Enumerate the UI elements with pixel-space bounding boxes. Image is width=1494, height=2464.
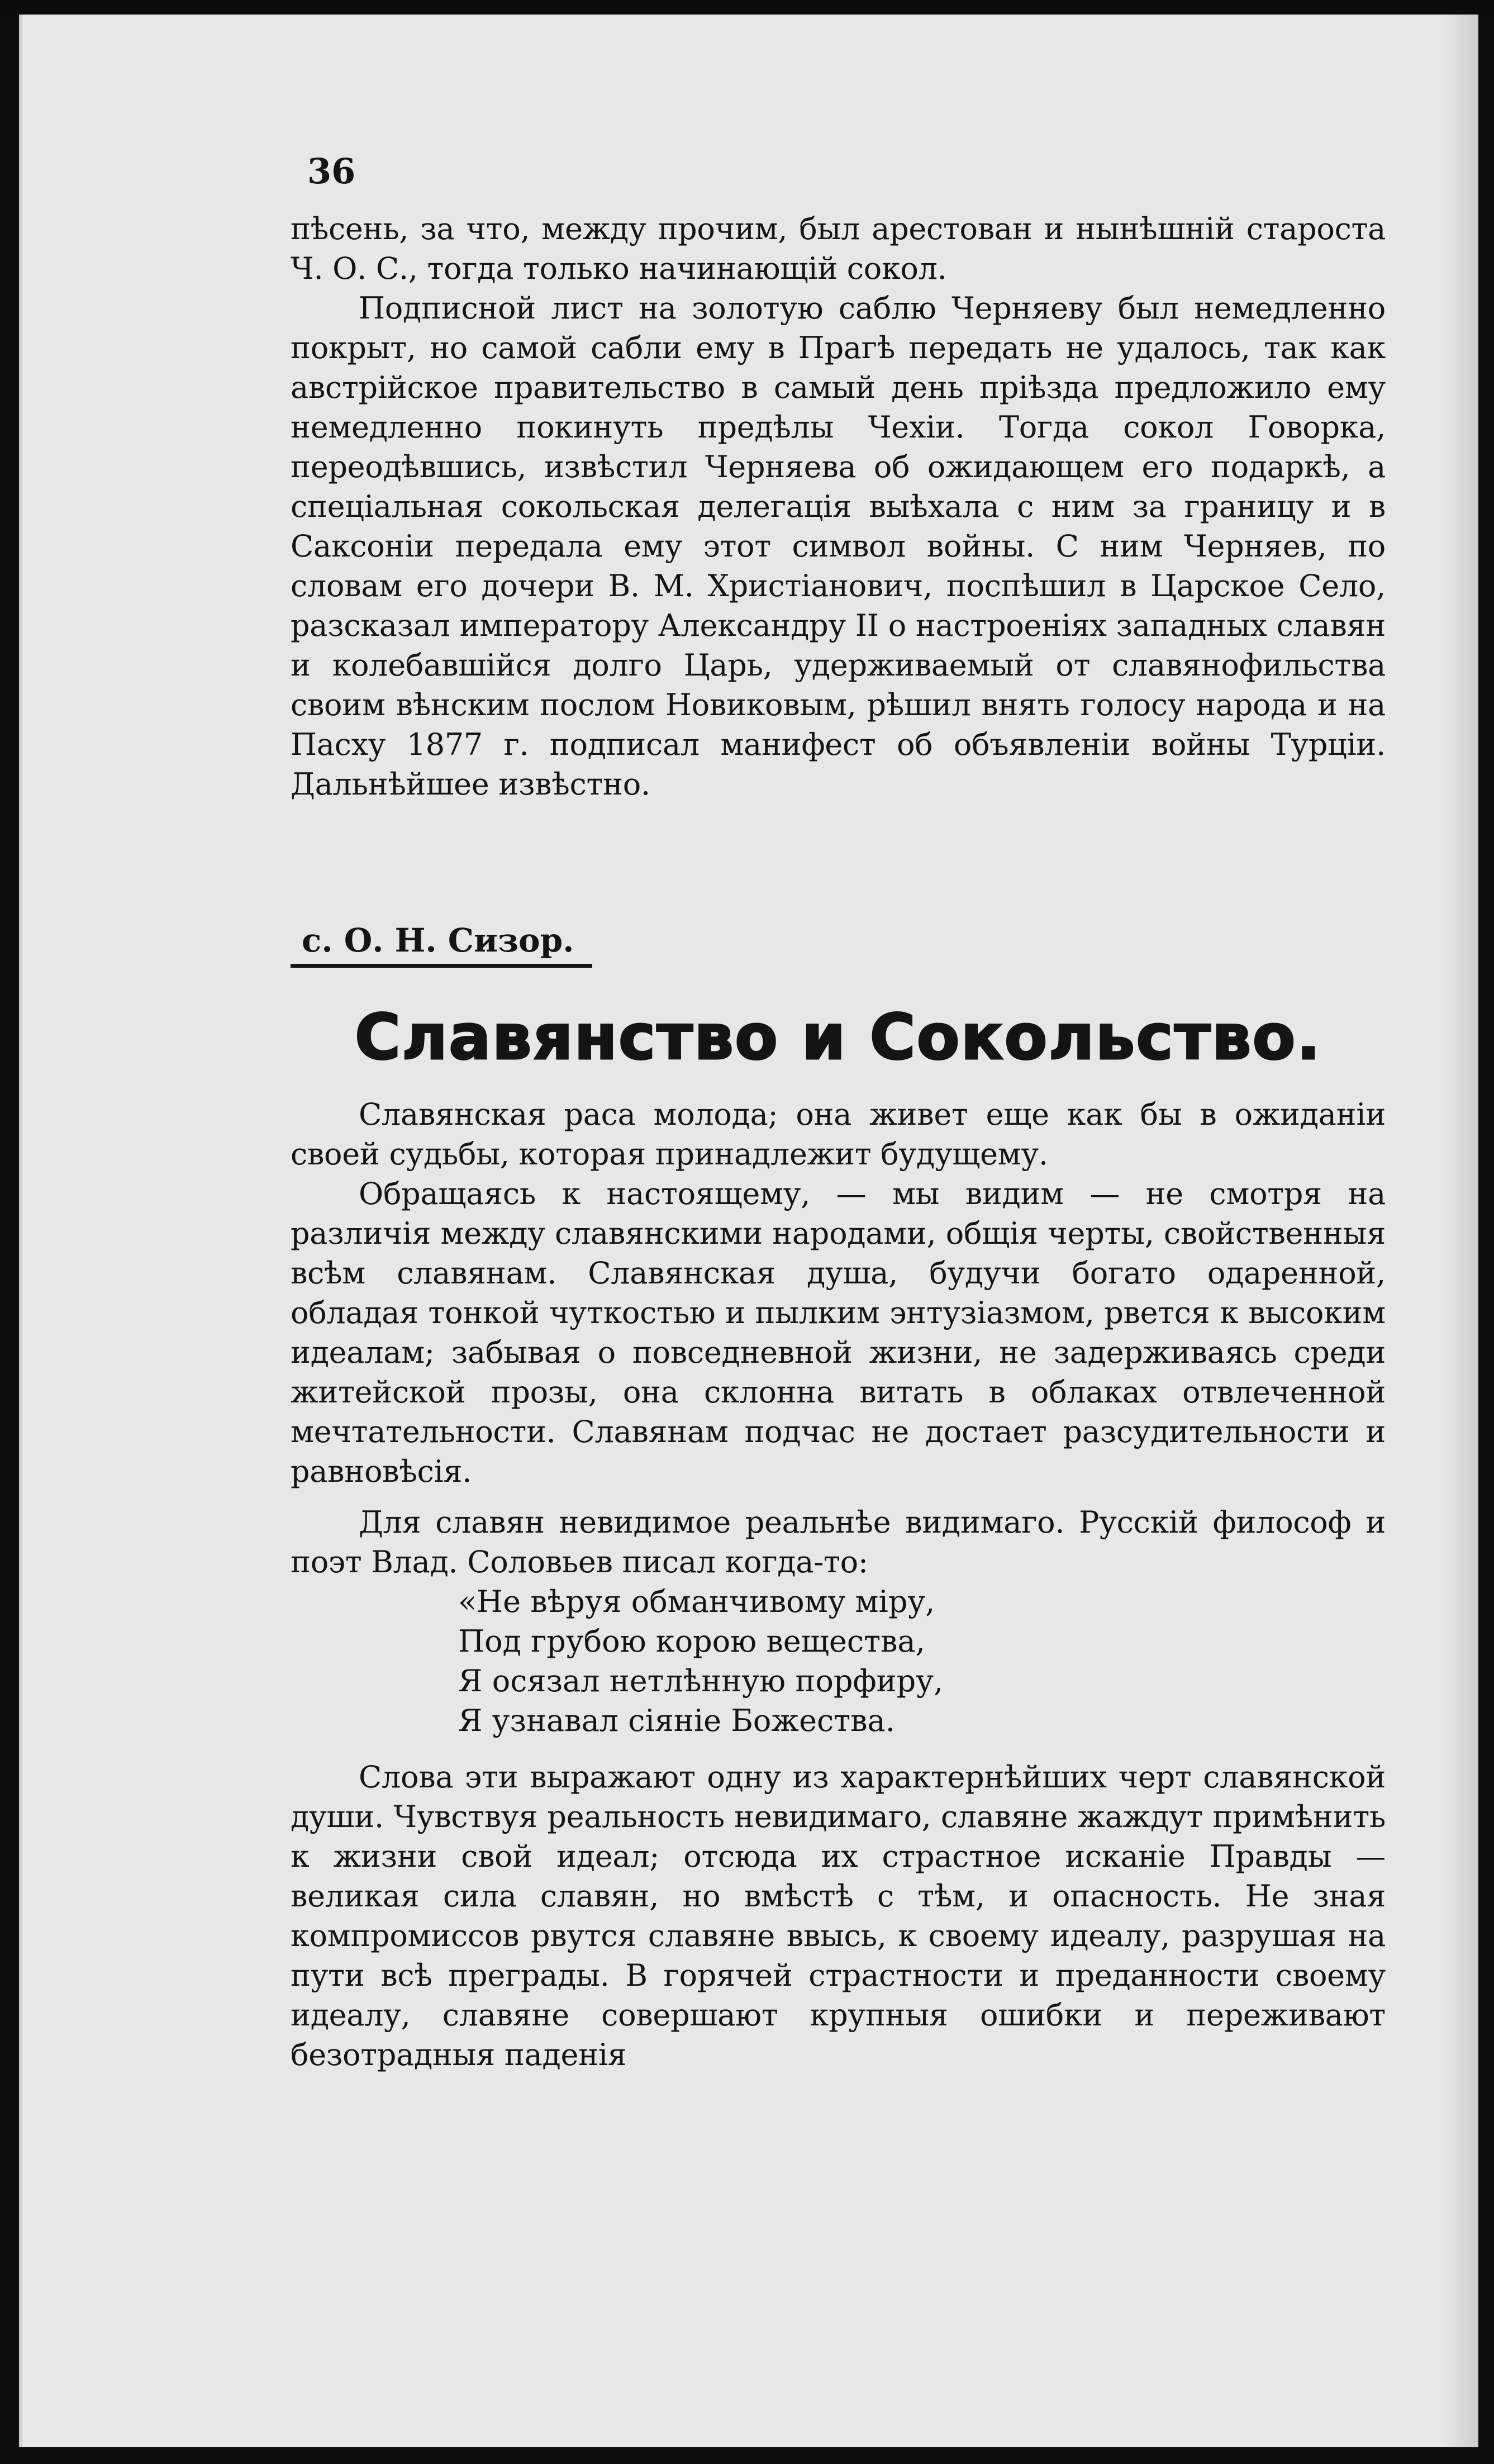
article-title: Славянство и Сокольство. <box>354 1001 1322 1074</box>
article-paragraph: Славянская раса молода; она живет еще как бы в ожиданіи своей судьбы, которая принадлежит будущему. <box>291 1097 1386 1172</box>
page-edge-shadow <box>1445 15 1478 2447</box>
poem-line: Под грубою корою вещества, <box>458 1624 925 1659</box>
scan-border <box>0 0 1494 15</box>
page-content <box>291 151 1386 2075</box>
article-paragraph: Слова эти выражают одну из характернѣйших черт славянской души. Чувствуя реальность невидимаго, славяне жаждут примѣнить к жизни свой идеал; отсюда их страстное исканіе Правды — великая сила славян, но вмѣстѣ с тѣм, и опасность. Не зная компромиссов рвутся славяне ввысь, к своему идеалу, разрушая на пути всѣ преграды. В горячей страстности и преданности своему идеалу, славяне совершают крупныя ошибки и переживают безотрадныя паденія <box>291 1759 1386 2073</box>
paragraph-gap <box>291 1491 1386 1502</box>
poem-line: Я осязал нетлѣнную порфиру, <box>458 1663 944 1699</box>
article-paragraph: Обращаясь к настоящему, — мы видим — не смотря на различія между славянскими народами, общія черты, свойственныя всѣм славянам. Славянская душа, будучи богато одаренной, обладая тонкой чуткостью и пылким энтузіазмом, рвется к высоким идеалам; забывая о повседневной жизни, не задерживаясь среди житейской прозы, она склонна витать в облаках отвлеченной мечтательности. Славянам подчас не достает разсудительности и равновѣсія. <box>291 1176 1386 1490</box>
poem-line: «Не вѣруя обманчивому міру, <box>458 1584 935 1620</box>
article-author: с. О. Н. Сизор. <box>291 921 592 968</box>
book-page <box>19 15 1478 2447</box>
poem-quote <box>458 1582 1386 1740</box>
poem-line: Я узнавал сіяніе Божества. <box>458 1703 895 1739</box>
section-gap <box>291 804 1386 921</box>
page-number: 36 <box>307 151 356 192</box>
article-paragraph: Для славян невидимое реальнѣе видимаго. Русскій философ и поэт Влад. Соловьев писал когда-то: <box>291 1505 1386 1580</box>
paragraph-saber: Подписной лист на золотую саблю Черняеву был немедленно покрыт, но самой сабли ему в Прагѣ передать не удалось, так как австрійское правительство в самый день пріѣзда предложило ему немедленно покинуть предѣлы Чехіи. Тогда сокол Говорка, переодѣвшись, извѣстил Черняева об ожидающем его подаркѣ, а спеціальная сокольская делегація выѣхала с ним за границу и в Саксоніи передала ему этот символ войны. С ним Черняев, по словам его дочери В. М. Христіанович, поспѣшил в Царское Село, разсказал императору Александру II о настроеніях западных славян и колебавшійся долго Царь, удерживаемый от славянофильства своим вѣнским послом Новиковым, рѣшил внять голосу народа и на Пасху 1877 г. подписал манифест об объявленіи войны Турціи. Дальнѣйшее извѣстно. <box>291 291 1386 802</box>
paragraph-continued: пѣсень, за что, между прочим, был арестован и нынѣшній староста Ч. О. С., тогда только начинающій сокол. <box>291 211 1386 286</box>
